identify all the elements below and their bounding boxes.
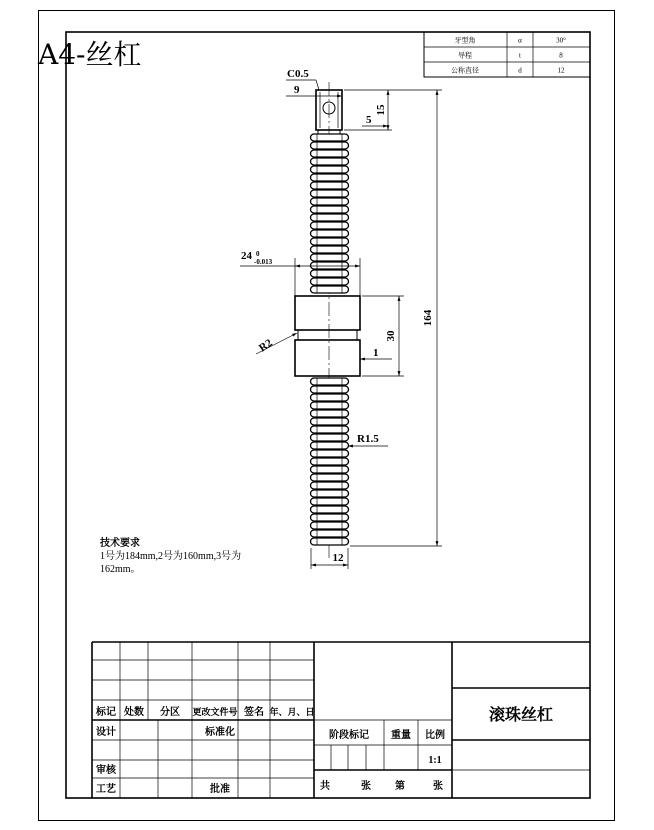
head-width-label: 9 (294, 84, 300, 96)
design-label: 设计 (96, 727, 116, 738)
sheet-count-unit: 张 (361, 781, 371, 792)
thread-turn (311, 214, 349, 221)
collar-lower-deviation: -0.013 (254, 258, 273, 266)
scale-value: 1:1 (428, 755, 442, 766)
weight-label: 重量 (391, 730, 411, 741)
thread-turn (311, 190, 349, 197)
technical-requirements-line: 1号为184mm,2号为160mm,3号为 (100, 551, 242, 562)
collar-length-label: 30 (385, 330, 397, 342)
thread-turn (311, 482, 349, 489)
thread-radius-label: R1.5 (357, 433, 379, 445)
collar (295, 296, 360, 376)
param-name: 导程 (458, 51, 472, 60)
thread-turn (311, 158, 349, 165)
thread-turn (311, 418, 349, 425)
collar-upper-deviation: 0 (256, 250, 260, 258)
hole-offset-label: 5 (366, 114, 372, 126)
thread-turn (311, 498, 349, 505)
thread-turn (311, 206, 349, 213)
collar-upper (295, 296, 360, 330)
thread-section-upper (311, 134, 349, 293)
thread-turn (311, 238, 349, 245)
chamfer-leader (316, 80, 319, 90)
stage-mark-label: 阶段标记 (329, 730, 369, 741)
sheet-count-total: 共 (320, 781, 330, 792)
thread-diameter-label: 12 (332, 552, 344, 564)
groove-width-label: 1 (373, 347, 379, 359)
approve-label: 批准 (210, 784, 230, 795)
thread-turn (311, 270, 349, 277)
thread-section-lower (311, 378, 349, 545)
thread-turn (311, 466, 349, 473)
thread-turn (311, 254, 349, 261)
thread-turn (311, 394, 349, 401)
total-length-label: 164 (422, 309, 434, 327)
header-date: 年、月、日 (269, 707, 315, 717)
thread-turn (311, 378, 349, 385)
thread-turn (311, 150, 349, 157)
sheet-count-index: 第 (395, 781, 405, 792)
thread-turn (311, 166, 349, 173)
header-zone: 分区 (160, 707, 180, 718)
thread-turn (311, 458, 349, 465)
thread-turn (311, 222, 349, 229)
thread-turn (311, 474, 349, 481)
param-value: 12 (557, 66, 565, 75)
thread-turn (311, 174, 349, 181)
param-name: 牙型角 (454, 36, 476, 45)
screw-part (295, 82, 360, 558)
title-block (92, 642, 590, 798)
parameter-table (424, 32, 590, 77)
thread-turn (311, 142, 349, 149)
thread-turn (311, 246, 349, 253)
sheet-label: A4-丝杠 (38, 38, 142, 71)
thread-turn (311, 450, 349, 457)
header-count: 处数 (124, 707, 144, 718)
chamfer-label: C0.5 (287, 68, 309, 80)
thread-turn (311, 530, 349, 537)
thread-turn (311, 490, 349, 497)
param-symbol: α (518, 36, 522, 45)
standardization-label: 标准化 (205, 727, 235, 738)
thread-turn (311, 386, 349, 393)
header-mark: 标记 (96, 707, 116, 718)
review-label: 审核 (96, 765, 116, 776)
technical-requirements-line: 162mm。 (100, 564, 141, 575)
thread-turn (311, 410, 349, 417)
thread-turn (311, 278, 349, 285)
thread-turn (311, 262, 349, 269)
thread-turn (311, 198, 349, 205)
thread-turn (311, 434, 349, 441)
thread-turn (311, 134, 349, 141)
thread-turn (311, 442, 349, 449)
process-label: 工艺 (96, 784, 116, 795)
thread-turn (311, 514, 349, 521)
thread-turn (311, 402, 349, 409)
thread-turn (311, 182, 349, 189)
header-change-doc: 更改文件号 (192, 707, 238, 717)
scale-label: 比例 (425, 730, 445, 741)
collar-groove (298, 330, 357, 340)
thread-turn (311, 286, 349, 293)
technical-requirements-title: 技术要求 (100, 538, 140, 549)
thread-turn (311, 522, 349, 529)
param-symbol: t (519, 51, 521, 60)
thread-turn (311, 230, 349, 237)
sheet-count-unit: 张 (433, 781, 443, 792)
thread-turn (311, 506, 349, 513)
fillet-label: R2 (256, 336, 275, 355)
collar-diameter-label: 24 (241, 250, 252, 262)
param-symbol: d (518, 66, 522, 75)
param-name: 公称直径 (451, 66, 479, 75)
thread-turn (311, 538, 349, 545)
technical-requirements (99, 536, 241, 575)
param-value: 30° (556, 36, 566, 45)
collar-lower (295, 340, 360, 376)
head-height-label: 15 (375, 104, 387, 116)
header-signature: 签名 (244, 707, 264, 718)
param-value: 8 (559, 51, 563, 60)
drawing-name: 滚珠丝杠 (488, 707, 554, 724)
thread-turn (311, 426, 349, 433)
